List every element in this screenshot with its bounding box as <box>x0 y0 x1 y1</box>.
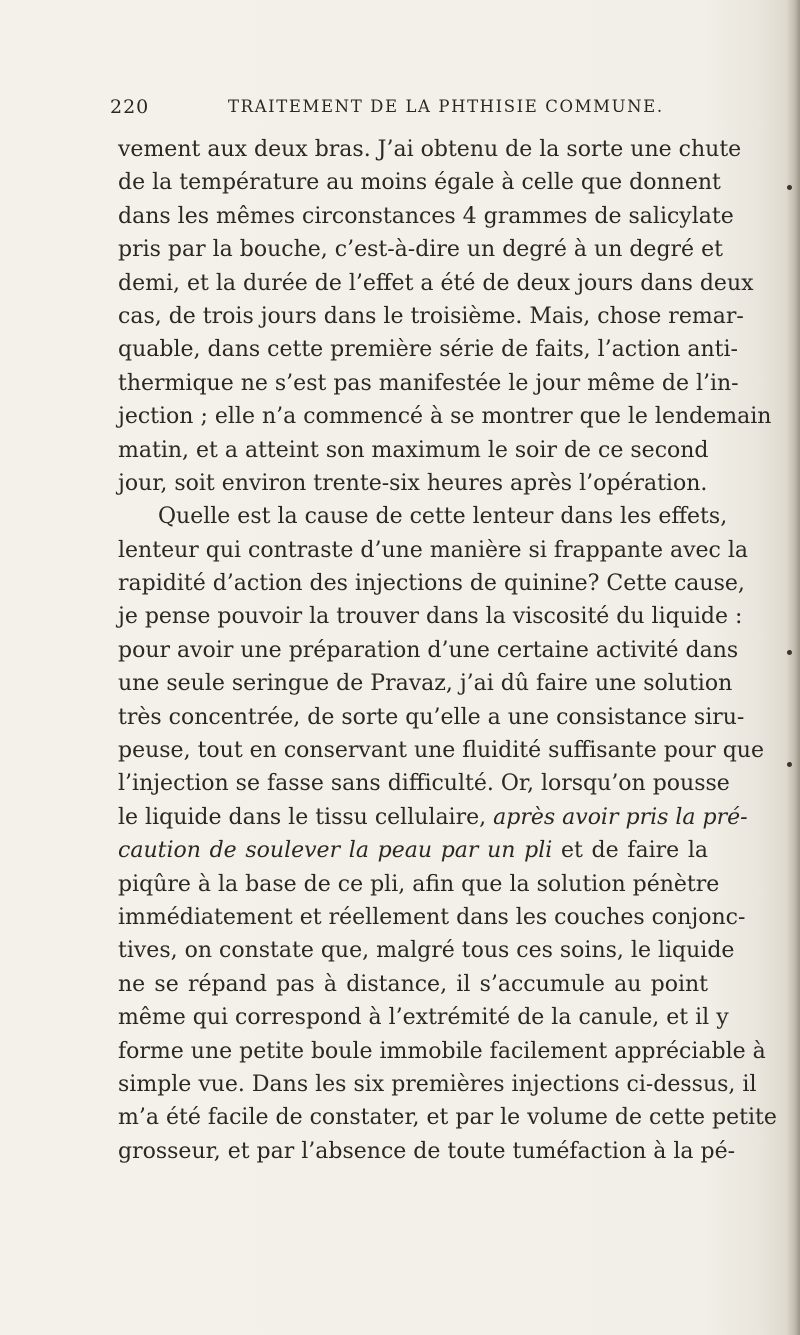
text-line-with-italic <box>118 801 748 834</box>
text-line: peuse, tout en conservant une fluidité suffisante pour que <box>118 738 764 764</box>
text-segment: et de faire la <box>560 838 708 864</box>
text-line: matin, et a atteint son maximum le soir de ce second <box>118 437 709 463</box>
text-line: très concentrée, de sorte qu’elle a une consistance siru- <box>118 704 745 730</box>
text-line: pris par la bouche, c’est-à-dire un degré à un degré et <box>118 237 723 263</box>
text-line: cas, de trois jours dans le troisième. Mais, chose remar- <box>118 303 744 329</box>
ink-speck <box>787 185 792 190</box>
page-edge-shadow <box>786 0 800 1335</box>
text-line: forme une petite boule immobile facilement appréciable à <box>118 1038 766 1064</box>
text-line: pour avoir une préparation d’une certaine activité dans <box>118 637 739 663</box>
text-line: même qui correspond à l’extrémité de la canule, et il y <box>118 1005 729 1031</box>
text-line: quable, dans cette première série de faits, l’action anti- <box>118 337 738 363</box>
italic-segment: après avoir pris la pré- <box>493 804 748 830</box>
text-line: rapidité d’action des injections de quinine? Cette cause, <box>118 571 745 597</box>
text-line: ne se répand pas à distance, il s’accumule au point <box>118 971 708 997</box>
text-line: je pense pouvoir la trouver dans la viscosité du liquide : <box>118 604 743 630</box>
text-line-with-italic <box>118 834 708 867</box>
italic-segment: caution de soulever la peau par un pli <box>118 838 553 864</box>
text-line: lenteur qui contraste d’une manière si frappante avec la <box>118 537 748 563</box>
page-header <box>110 96 730 126</box>
text-line: simple vue. Dans les six premières injections ci-dessus, il <box>118 1071 757 1097</box>
text-line: jection ; elle n’a commencé à se montrer que le lendemain <box>118 404 772 430</box>
running-title: TRAITEMENT DE LA PHTHISIE COMMUNE. <box>228 97 664 116</box>
ink-speck <box>787 762 792 767</box>
text-segment: le liquide dans le tissu cellulaire, <box>118 804 487 830</box>
text-line: m’a été facile de constater, et par le volume de cette petite <box>118 1105 777 1131</box>
text-line: jour, soit environ trente-six heures après l’opération. <box>118 470 708 496</box>
text-line: dans les mêmes circonstances 4 grammes de salicylate <box>118 203 734 229</box>
text-line: l’injection se fasse sans difficulté. Or, lorsqu’on pousse <box>118 771 730 797</box>
text-line: piqûre à la base de ce pli, afin que la solution pénètre <box>118 871 720 897</box>
page-number: 220 <box>110 96 150 118</box>
text-line: une seule seringue de Pravaz, j’ai dû faire une solution <box>118 671 733 697</box>
text-line: vement aux deux bras. J’ai obtenu de la sorte une chute <box>118 137 742 162</box>
text-line: Quelle est la cause de cette lenteur dans les effets, <box>158 504 728 530</box>
text-line: demi, et la durée de l’effet a été de deux jours dans deux <box>118 270 754 296</box>
text-line: thermique ne s’est pas manifestée le jour même de l’in- <box>118 370 739 396</box>
text-line: tives, on constate que, malgré tous ces soins, le liquide <box>118 938 735 964</box>
text-line: de la température au moins égale à celle que donnent <box>118 170 721 196</box>
body-text <box>118 133 777 1168</box>
text-line: immédiatement et réellement dans les couches conjonc- <box>118 904 746 930</box>
ink-speck <box>787 650 792 655</box>
text-line: grosseur, et par l’absence de toute tuméfaction à la pé- <box>118 1138 736 1164</box>
